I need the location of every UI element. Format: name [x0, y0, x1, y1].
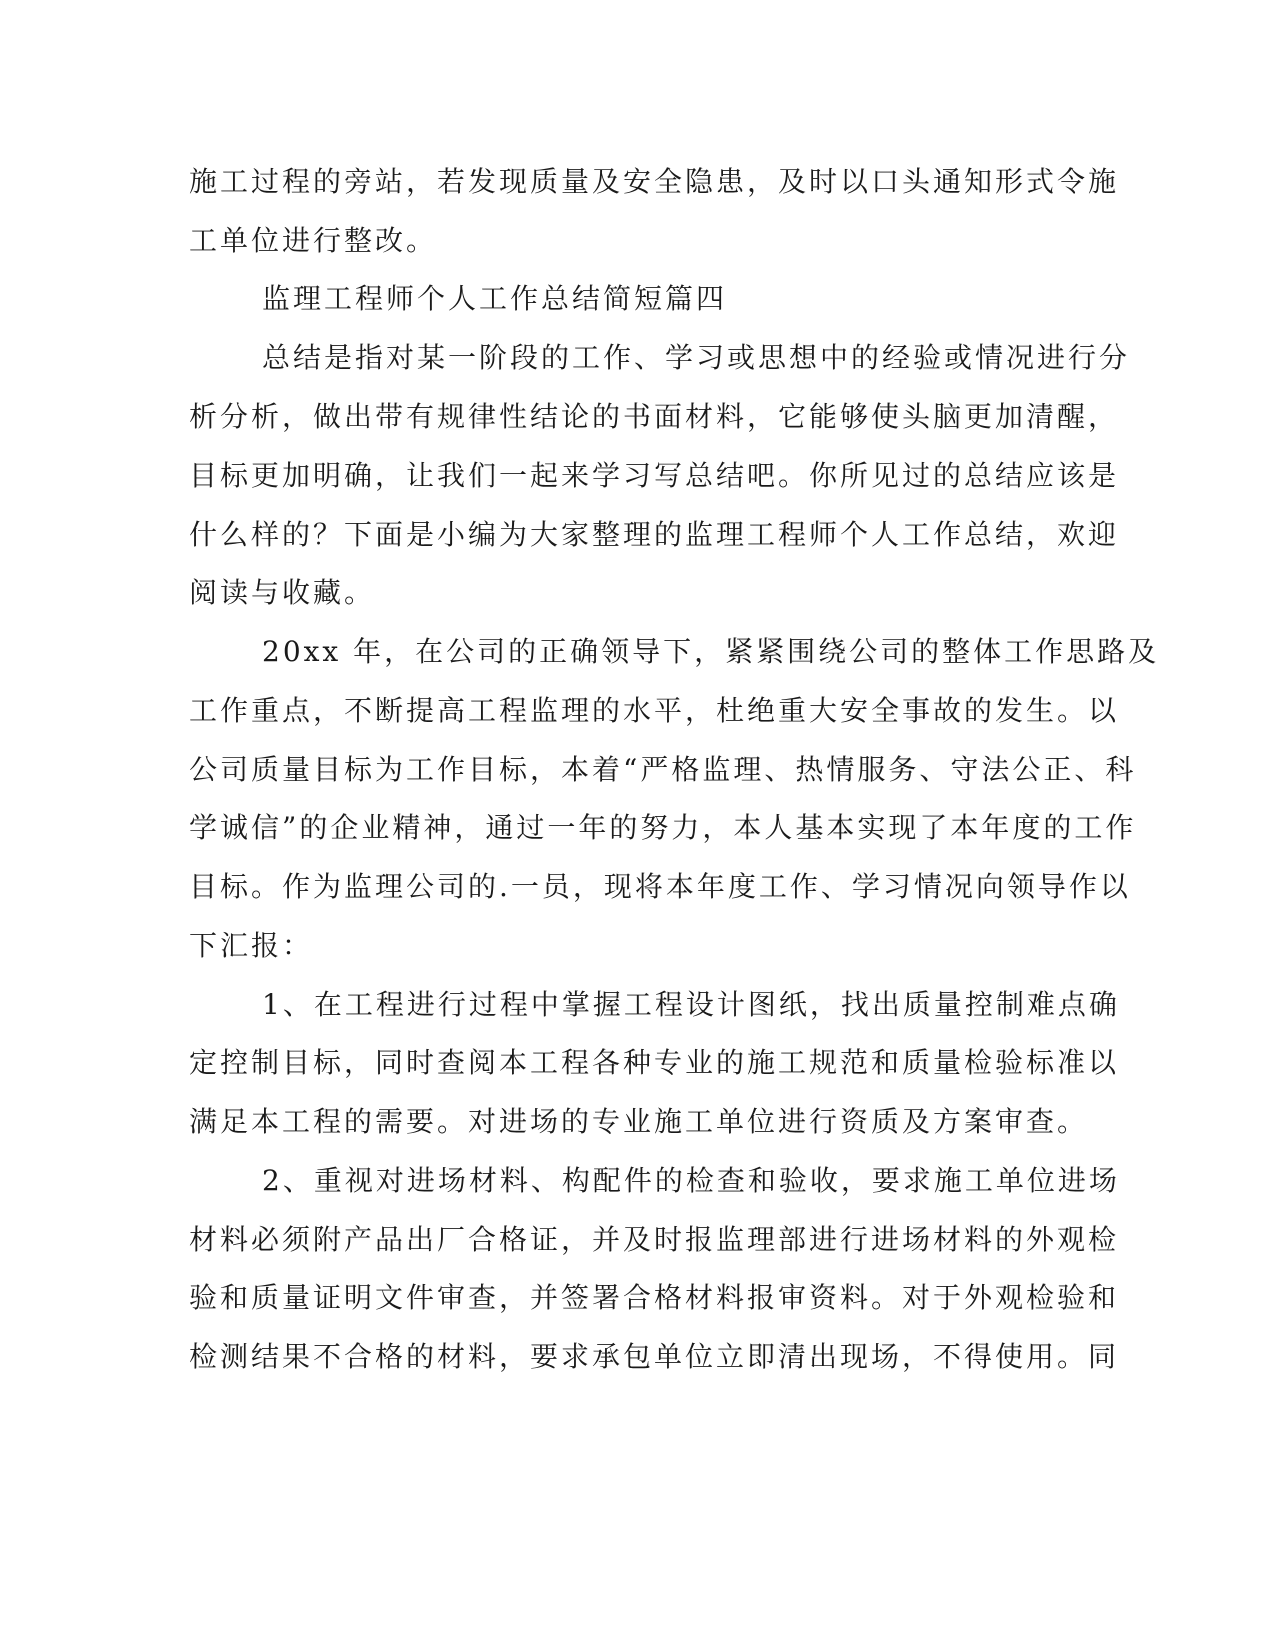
text-line: 1、在工程进行过程中掌握工程设计图纸，找出质量控制难点确 — [262, 988, 1120, 1021]
text-line: 定控制目标，同时查阅本工程各种专业的施工规范和质量检验标准以 — [189, 1046, 1120, 1079]
text-line: 施工过程的旁站，若发现质量及安全隐患，及时以口头通知形式令施 — [189, 165, 1120, 198]
text-line: 总结是指对某一阶段的工作、学习或思想中的经验或情况进行分 — [262, 341, 1131, 374]
text-line: 满足本工程的需要。对进场的专业施工单位进行资质及方案审查。 — [189, 1105, 1089, 1138]
text-line: 目标更加明确，让我们一起来学习写总结吧。你所见过的总结应该是 — [189, 459, 1120, 492]
text-line: 下汇报： — [189, 929, 314, 962]
text-line: 什么样的？下面是小编为大家整理的监理工程师个人工作总结，欢迎 — [189, 518, 1120, 551]
text-line: 材料必须附产品出厂合格证，并及时报监理部进行进场材料的外观检 — [189, 1223, 1120, 1256]
text-line: 20xx 年，在公司的正确领导下，紧紧围绕公司的整体工作思路及 — [262, 635, 1160, 668]
text-line: 工作重点，不断提高工程监理的水平，杜绝重大安全事故的发生。以 — [189, 694, 1120, 727]
text-line: 目标。作为监理公司的.一员，现将本年度工作、学习情况向领导作以 — [189, 870, 1131, 903]
text-line: 阅读与收藏。 — [189, 576, 376, 609]
text-line: 验和质量证明文件审查，并签署合格材料报审资料。对于外观检验和 — [189, 1281, 1120, 1314]
text-line: 2、重视对进场材料、构配件的检查和验收，要求施工单位进场 — [262, 1164, 1120, 1197]
text-line: 工单位进行整改。 — [189, 224, 438, 257]
text-line: 学诚信”的企业精神，通过一年的努力，本人基本实现了本年度的工作 — [189, 811, 1137, 844]
text-line: 公司质量目标为工作目标，本着“严格监理、热情服务、守法公正、科 — [189, 753, 1137, 786]
text-line: 析分析，做出带有规律性结论的书面材料，它能够使头脑更加清醒， — [189, 400, 1120, 433]
section-heading: 监理工程师个人工作总结简短篇四 — [262, 282, 728, 315]
text-line: 检测结果不合格的材料，要求承包单位立即清出现场，不得使用。同 — [189, 1340, 1120, 1373]
